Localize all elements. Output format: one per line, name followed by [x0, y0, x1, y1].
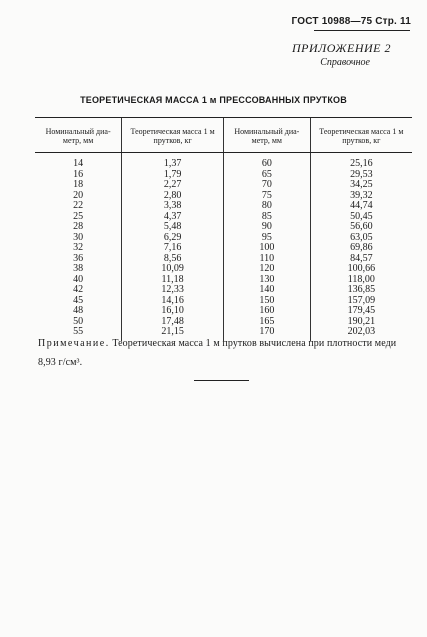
cell-mass-1: 5,48	[122, 222, 224, 233]
cell-diameter-2: 90	[223, 222, 310, 233]
cell-diameter-2: 165	[223, 317, 310, 328]
cell-mass-1: 6,29	[122, 233, 224, 244]
cell-diameter-1: 18	[73, 179, 84, 190]
mass-table-container	[35, 117, 412, 358]
cell-diameter-2: 110	[223, 254, 310, 265]
column-header-mass-1: Теоретическая масса 1 м прутков, кг	[122, 118, 224, 153]
cell-diameter-1: 42	[73, 284, 84, 295]
cell-diameter-2: 150	[223, 296, 310, 307]
cell-mass-1: 12,33	[122, 285, 224, 296]
cell-diameter-1: 22	[73, 200, 84, 211]
cell-mass-1: 17,48	[122, 317, 224, 328]
cell-mass-2: 157,09	[310, 296, 412, 307]
table-row	[35, 243, 412, 254]
cell-diameter-1: 25	[73, 210, 84, 222]
cell-mass-2: 190,21	[310, 317, 412, 328]
cell-mass-2: 25,16	[310, 153, 412, 170]
cell-mass-1: 16,10	[122, 306, 224, 317]
cell-mass-1: 2,27	[122, 180, 224, 191]
cell-mass-2: 50,45	[310, 212, 412, 223]
cell-diameter-1: 40	[73, 273, 84, 285]
note-label: Примечание.	[38, 338, 110, 349]
cell-mass-2: 56,60	[310, 222, 412, 233]
cell-diameter-1: 32	[73, 242, 84, 253]
cell-mass-2: 34,25	[310, 180, 412, 191]
table-row	[35, 180, 412, 191]
cell-mass-1: 10,09	[122, 264, 224, 275]
cell-diameter-1: 14	[73, 158, 84, 169]
cell-mass-2: 179,45	[310, 306, 412, 317]
table-row	[35, 222, 412, 233]
cell-mass-1: 4,37	[122, 212, 224, 223]
cell-diameter-2: 120	[223, 264, 310, 275]
cell-diameter-1: 28	[73, 221, 84, 232]
appendix-subtitle: Справочное	[320, 57, 370, 68]
column-header-diameter-1: Номинальный диа-метр, мм	[35, 118, 122, 153]
cell-diameter-1: 55	[73, 326, 84, 337]
cell-mass-2: 100,66	[310, 264, 412, 275]
cell-mass-2: 29,53	[310, 170, 412, 181]
cell-diameter-2: 100	[223, 243, 310, 254]
table-row	[35, 201, 412, 212]
cell-diameter-2: 160	[223, 306, 310, 317]
table-row	[35, 285, 412, 296]
cell-diameter-2: 60	[223, 153, 310, 170]
end-divider	[194, 380, 249, 381]
cell-mass-1: 11,18	[122, 275, 224, 286]
table-row	[35, 264, 412, 275]
cell-mass-2: 39,32	[310, 191, 412, 202]
cell-diameter-1: 45	[73, 294, 84, 306]
cell-diameter-2: 65	[223, 170, 310, 181]
note-text: Теоретическая масса 1 м прутков вычислена при плотности меди 8,93 г/см³.	[38, 338, 397, 368]
cell-diameter-2: 95	[223, 233, 310, 244]
cell-mass-2: 44,74	[310, 201, 412, 212]
cell-diameter-2: 80	[223, 201, 310, 212]
cell-mass-1: 8,56	[122, 254, 224, 265]
cell-mass-2: 63,05	[310, 233, 412, 244]
cell-diameter-1: 16	[73, 168, 84, 180]
cell-mass-1: 14,16	[122, 296, 224, 307]
cell-mass-2: 118,00	[310, 275, 412, 286]
appendix-title: ПРИЛОЖЕНИЕ 2	[292, 41, 391, 55]
cell-mass-1: 7,16	[122, 243, 224, 254]
cell-diameter-1: 48	[73, 305, 84, 316]
cell-diameter-1: 30	[73, 231, 84, 243]
cell-mass-1: 2,80	[122, 191, 224, 202]
cell-mass-2: 84,57	[310, 254, 412, 265]
table-row	[35, 153, 412, 170]
cell-mass-1: 3,38	[122, 201, 224, 212]
cell-diameter-2: 170	[223, 327, 310, 341]
column-header-diameter-2: Номинальный диа-метр, мм	[223, 118, 310, 153]
cell-mass-1: 1,79	[122, 170, 224, 181]
header-divider	[314, 30, 410, 31]
table-header-row	[35, 118, 412, 153]
cell-diameter-1: 36	[73, 252, 84, 264]
cell-mass-2: 202,03	[310, 327, 412, 341]
table-title: ТЕОРЕТИЧЕСКАЯ МАССА 1 м ПРЕССОВАННЫХ ПРУТКОВ	[80, 95, 347, 105]
standard-reference: ГОСТ 10988—75 Стр. 11	[291, 16, 411, 27]
cell-mass-2: 69,86	[310, 243, 412, 254]
cell-diameter-1: 38	[73, 263, 84, 274]
cell-diameter-2: 130	[223, 275, 310, 286]
column-header-mass-2: Теоретическая масса 1 м прутков, кг	[310, 118, 412, 153]
cell-diameter-2: 140	[223, 285, 310, 296]
cell-diameter-1: 20	[73, 189, 84, 201]
cell-diameter-2: 70	[223, 180, 310, 191]
table-body	[35, 153, 412, 341]
cell-diameter-1: 50	[73, 315, 84, 327]
cell-diameter-2: 85	[223, 212, 310, 223]
cell-mass-2: 136,85	[310, 285, 412, 296]
mass-table	[35, 117, 412, 341]
table-note	[38, 334, 398, 372]
cell-mass-1: 1,37	[122, 153, 224, 170]
cell-mass-1: 21,15	[122, 327, 224, 341]
cell-diameter-2: 75	[223, 191, 310, 202]
table-row	[35, 306, 412, 317]
